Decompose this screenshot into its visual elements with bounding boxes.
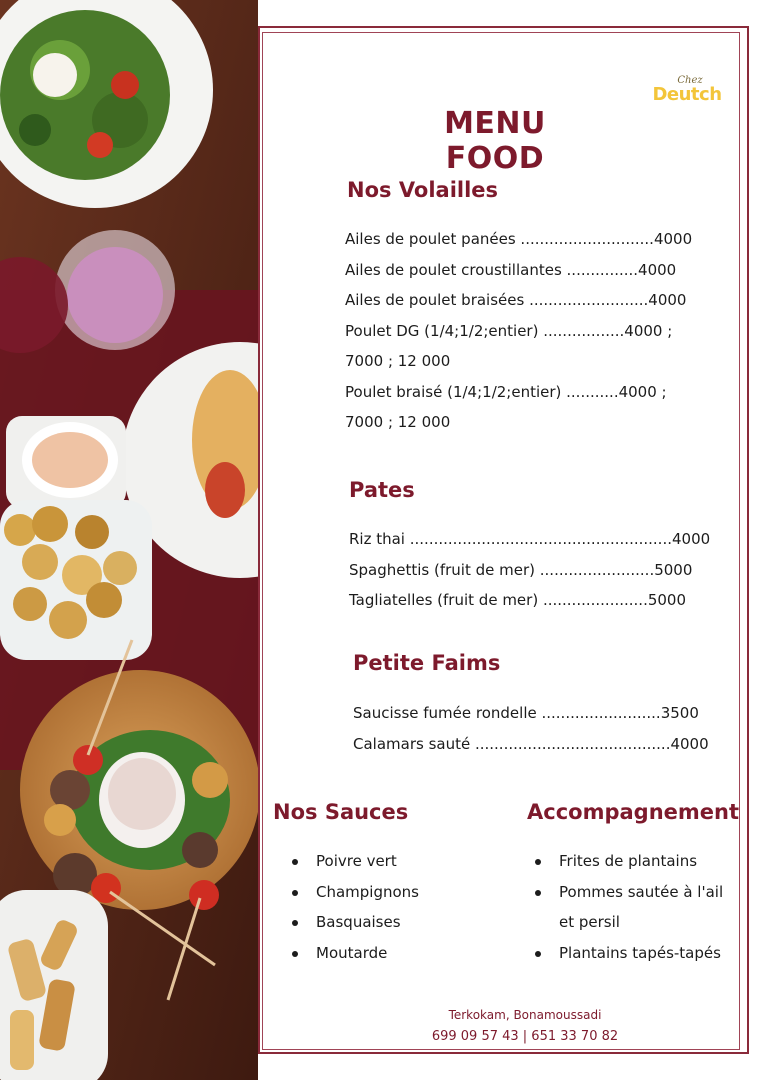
footer-contact [400, 1004, 650, 1048]
menu-line: Ailes de poulet panées ............................4000 [345, 230, 693, 248]
menu-line: 7000 ; 12 000 [345, 352, 451, 370]
section-title-pates: Pates [349, 478, 415, 502]
section-title-volailles: Nos Volailles [347, 178, 499, 202]
menu-line: Ailes de poulet croustillantes ...............4000 [345, 260, 677, 279]
menu-line: Poulet braisé (1/4;1/2;entier) ...........4000 ; [345, 382, 667, 401]
menu-line: 7000 ; 12 000 [345, 413, 451, 431]
menu-line: Ailes de poulet braisées .........................4000 [345, 291, 687, 309]
petites-faims-list [353, 698, 709, 759]
footer-phones: 699 09 57 43 | 651 33 70 82 [431, 1029, 619, 1044]
menu-line: Saucisse fumée rondelle .........................3500 [353, 704, 699, 722]
list-item: Moutarde [292, 938, 419, 969]
sauces-list [292, 846, 419, 968]
list-item: Pommes sautée à l'ail et persil [535, 877, 723, 938]
menu-line: Riz thai .......................................................4000 [349, 530, 711, 548]
section-title-petites-faims: Petite Faims [353, 651, 501, 675]
food-photo [0, 0, 258, 1080]
menu-line: Spaghettis (fruit de mer) ........................5000 [349, 560, 693, 579]
list-item: Frites de plantains [535, 846, 723, 877]
volailles-list [345, 224, 692, 438]
list-item: Plantains tapés-tapés [535, 938, 723, 969]
menu-line: Tagliatelles (fruit de mer) ......................5000 [349, 591, 687, 609]
brand-logo [646, 76, 728, 104]
list-item: Basquaises [292, 907, 419, 938]
menu-line: Calamars sauté .........................................4000 [353, 734, 709, 753]
page-title: MENU FOOD [444, 106, 546, 176]
pates-list [349, 524, 710, 616]
accompagnement-list [535, 846, 723, 968]
menu-line: Poulet DG (1/4;1/2;entier) .................4000 ; [345, 321, 673, 340]
brand-prefix: Chez [677, 75, 703, 86]
list-item: Champignons [292, 877, 419, 908]
list-item: Poivre vert [292, 846, 419, 877]
brand-name: Deutch [652, 84, 722, 105]
footer-address: Terkokam, Bonamoussadi [448, 1008, 602, 1022]
section-title-accompagnement: Accompagnement [527, 800, 739, 824]
section-title-sauces: Nos Sauces [273, 800, 409, 824]
